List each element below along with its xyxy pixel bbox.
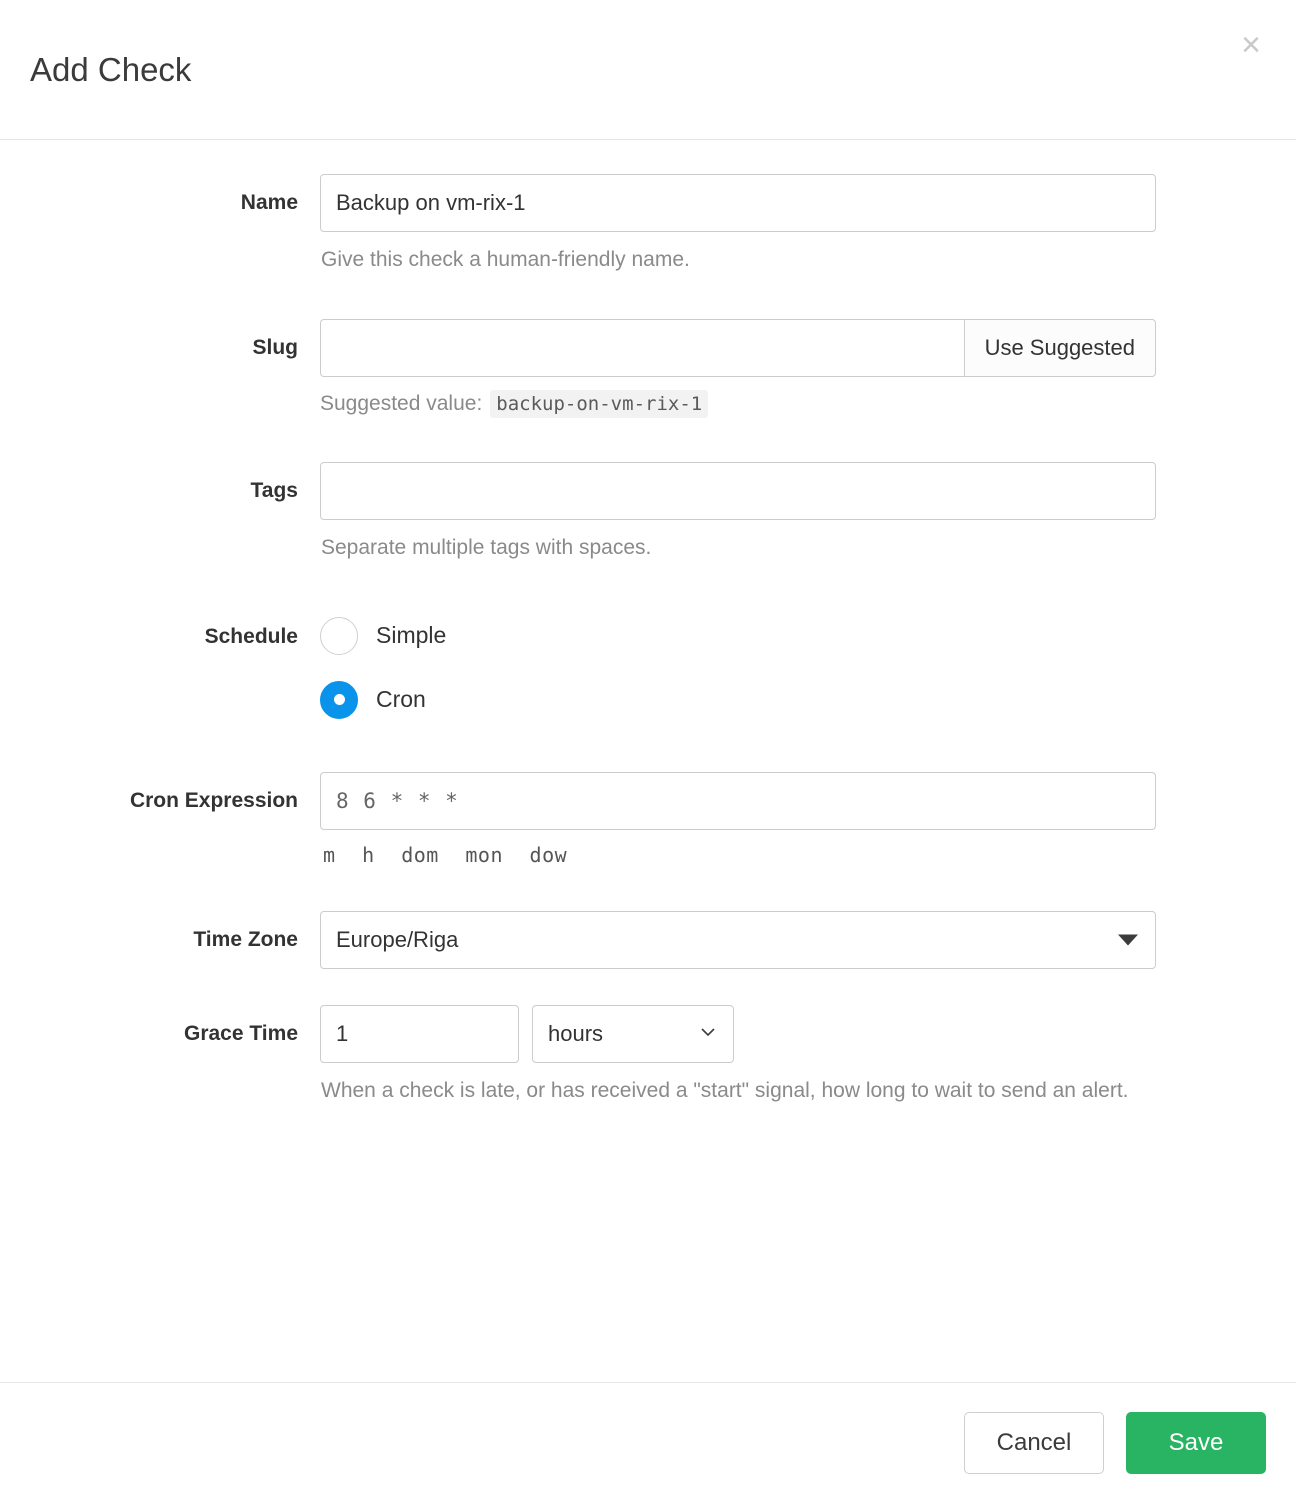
grace-amount-input[interactable] bbox=[320, 1005, 519, 1063]
dialog-footer bbox=[0, 1382, 1296, 1502]
tags-input[interactable] bbox=[320, 462, 1156, 520]
form-row-timezone bbox=[0, 911, 1296, 969]
dialog-body bbox=[0, 140, 1296, 1382]
slug-input[interactable] bbox=[320, 319, 964, 377]
page-title: Add Check bbox=[30, 50, 192, 88]
grace-field-wrap bbox=[320, 1005, 1156, 1106]
radio-cron-icon[interactable] bbox=[320, 681, 358, 719]
tags-label: Tags bbox=[250, 479, 298, 503]
timezone-label: Time Zone bbox=[193, 927, 298, 951]
cron-legend bbox=[320, 843, 1156, 867]
form-row-cron bbox=[0, 772, 1296, 867]
form-row-tags bbox=[0, 462, 1296, 563]
cancel-button[interactable]: Cancel bbox=[964, 1412, 1104, 1474]
slug-suggested-value: backup-on-vm-rix-1 bbox=[490, 390, 708, 418]
name-label: Name bbox=[240, 191, 298, 214]
grace-help-text: When a check is late, or has received a "start" signal, how long to wait to send an alert. bbox=[321, 1078, 1129, 1102]
cron-expression-input[interactable] bbox=[320, 772, 1156, 830]
cron-label: Cron Expression bbox=[129, 788, 298, 812]
use-suggested-button[interactable]: Use Suggested bbox=[964, 319, 1156, 377]
cron-legend-m: m bbox=[323, 842, 336, 867]
form-row-grace bbox=[0, 1005, 1296, 1106]
cron-legend-dow: dow bbox=[529, 842, 568, 867]
timezone-select[interactable] bbox=[320, 911, 1156, 969]
grace-unit-wrap bbox=[532, 1005, 734, 1063]
tags-field-wrap bbox=[320, 462, 1156, 563]
timezone-field-wrap bbox=[320, 911, 1156, 969]
timezone-select-wrap bbox=[320, 911, 1156, 969]
close-icon[interactable]: × bbox=[1234, 28, 1268, 62]
tags-help-text: Separate multiple tags with spaces. bbox=[321, 536, 652, 560]
form-row-name bbox=[0, 174, 1296, 275]
name-input[interactable] bbox=[320, 174, 1156, 232]
name-field-wrap bbox=[320, 174, 1156, 275]
cron-legend-h: h bbox=[362, 842, 375, 867]
slug-suggested-line bbox=[320, 390, 1156, 418]
grace-unit-select[interactable] bbox=[532, 1005, 734, 1063]
cron-legend-dom: dom bbox=[401, 842, 439, 867]
grace-label: Grace Time bbox=[183, 1021, 298, 1045]
grace-inputs bbox=[320, 1005, 1156, 1063]
save-button[interactable]: Save bbox=[1126, 1412, 1266, 1474]
radio-simple-label[interactable]: Simple bbox=[376, 622, 447, 649]
schedule-options bbox=[320, 608, 1156, 728]
radio-simple-icon[interactable] bbox=[320, 617, 358, 655]
radio-cron-label[interactable]: Cron bbox=[376, 686, 426, 713]
slug-input-group bbox=[320, 319, 1156, 377]
dialog-header bbox=[0, 0, 1296, 140]
slug-suggested-label: Suggested value: bbox=[320, 392, 483, 416]
form-row-schedule bbox=[0, 608, 1296, 728]
slug-label: Slug bbox=[252, 336, 298, 360]
schedule-label: Schedule bbox=[204, 624, 298, 648]
name-help-text: Give this check a human-friendly name. bbox=[321, 248, 690, 271]
form-row-slug bbox=[0, 319, 1296, 418]
slug-field-wrap bbox=[320, 319, 1156, 418]
cron-field-wrap bbox=[320, 772, 1156, 867]
cron-legend-mon: mon bbox=[465, 842, 503, 867]
radio-option-simple[interactable] bbox=[320, 608, 1156, 664]
radio-option-cron[interactable] bbox=[320, 672, 1156, 728]
